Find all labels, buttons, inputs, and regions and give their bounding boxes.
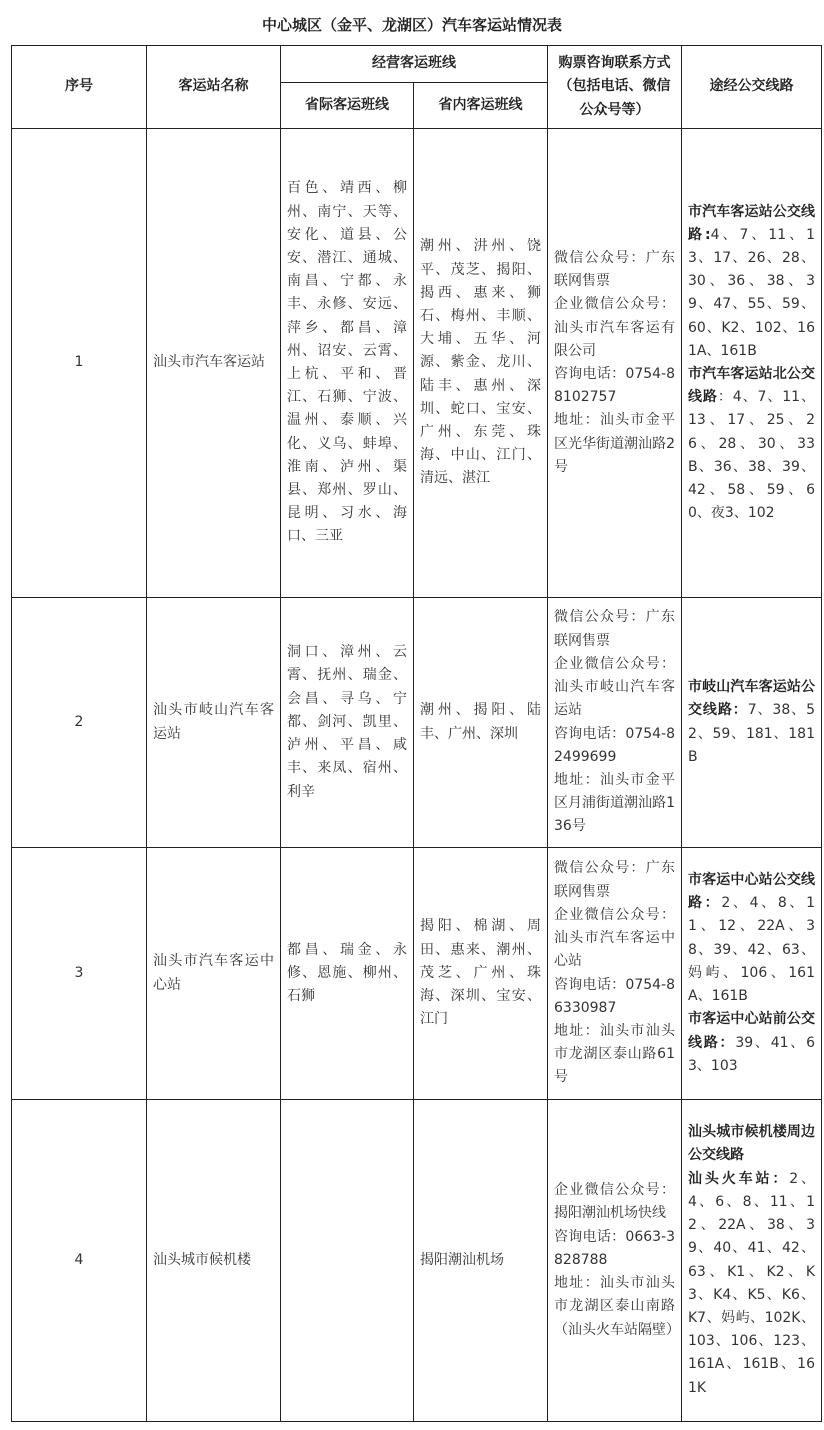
table-row xyxy=(12,1100,822,1422)
interprovincial-cell: 洞口、漳州、云霄、抚州、瑞金、会昌、寻乌、宁都、剑河、凯里、泸州、平昌、咸丰、来凤、宿州、利辛 xyxy=(281,598,414,848)
table-row xyxy=(12,129,822,598)
bus-route-label: 市汽车客运站北公交线路 xyxy=(688,366,815,406)
bus-routes-cell xyxy=(682,848,822,1100)
intraprovincial-cell: 潮州、揭阳、陆丰、广州、深圳 xyxy=(414,598,548,848)
contact-enterprise-wechat: 企业微信公众号：揭阳潮汕机场快线 xyxy=(554,1182,675,1222)
bus-route-list: 4、7、11、13、17、26、28、30、36、38、39、47、55、59、60、K2、102、161A、161B xyxy=(688,226,815,359)
bus-route-label: 市岐山汽车客运站公交线路： xyxy=(688,679,815,719)
bus-route-list: 2、4、8、11、12、22A、38、39、42、63、妈屿、106、161A、161B xyxy=(688,895,815,1005)
interprovincial-cell xyxy=(281,1100,414,1422)
contact-cell xyxy=(548,848,682,1100)
station-name-cell: 汕头市汽车客运中心站 xyxy=(147,848,281,1100)
bus-route-list: 39、41、63、103 xyxy=(688,1034,815,1074)
bus-route-group xyxy=(688,869,815,1008)
page-title: 中心城区（金平、龙湖区）汽车客运站情况表 xyxy=(261,16,562,34)
bus-route-label: 汕头城市候机楼周边公交线路 xyxy=(688,1124,815,1164)
contact-enterprise-wechat: 企业微信公众号：汕头市汽车客运有限公司 xyxy=(554,296,675,359)
contact-phone: 咨询电话：0754-86330987 xyxy=(554,976,675,1016)
header-routes-group: 经营客运班线 xyxy=(281,46,548,83)
seq-cell: 3 xyxy=(12,848,147,1100)
bus-routes-cell xyxy=(682,598,822,848)
bus-routes-cell xyxy=(682,129,822,598)
bus-route-list: 2、4、6、8、11、12、22A、38、39、40、41、42、63、K1、K2、K3、K4、K5、K6、K7、妈屿、102K、103、106、123、161A、161B、161K xyxy=(688,1170,815,1396)
header-intraprovincial: 省内客运班线 xyxy=(414,83,548,129)
bus-routes-cell xyxy=(682,1100,822,1422)
table-row xyxy=(12,848,822,1100)
header-interprovincial: 省际客运班线 xyxy=(281,83,414,129)
stations-table xyxy=(11,45,822,1422)
intraprovincial-cell: 潮州、汫州、饶平、茂芝、揭阳、揭西、惠来、狮石、梅州、丰顺、大埔、五华、河源、紫金、龙川、陆丰、惠州、深圳、蛇口、宝安、广州、东莞、珠海、中山、江门、清远、湛江 xyxy=(414,129,548,598)
contact-enterprise-wechat: 企业微信公众号：汕头市岐山汽车客运站 xyxy=(554,655,675,719)
seq-cell: 2 xyxy=(12,598,147,848)
bus-route-group xyxy=(688,363,815,525)
contact-wechat: 微信公众号：广东联网售票 xyxy=(554,860,675,900)
bus-route-list: 7、38、52、59、181、181B xyxy=(688,702,815,765)
bus-route-group xyxy=(688,1008,815,1078)
header-contact: 购票咨询联系方式（包括电话、微信公众号等） xyxy=(548,46,682,129)
bus-route-label: 市客运中心站公交线路： xyxy=(688,872,815,912)
station-name-cell: 汕头市岐山汽车客运站 xyxy=(147,598,281,848)
contact-cell xyxy=(548,598,682,848)
contact-address: 地址：汕头市汕头市龙湖区泰山南路（汕头火车站隔壁） xyxy=(554,1275,680,1338)
contact-cell xyxy=(548,1100,682,1422)
contact-phone: 咨询电话：0663-3828788 xyxy=(554,1228,675,1268)
contact-phone: 咨询电话：0754-82499699 xyxy=(554,725,675,765)
contact-wechat: 微信公众号：广东联网售票 xyxy=(554,609,675,649)
contact-wechat: 微信公众号：广东联网售票 xyxy=(554,249,675,290)
bus-route-label: 市客运中心站前公交线路： xyxy=(688,1011,815,1051)
bus-route-group xyxy=(688,1168,815,1400)
bus-route-list: ：4、7、11、13、17、25、26、28、30、33B、36、38、39、42、58、59、60、夜3、102 xyxy=(688,389,815,522)
intraprovincial-cell: 揭阳、棉湖、周田、惠来、潮州、茂芝、广州、珠海、深圳、宝安、江门 xyxy=(414,848,548,1100)
bus-route-label: 市汽车客运站公交线路: xyxy=(688,203,815,243)
bus-route-group xyxy=(688,201,815,363)
station-name-cell: 汕头市汽车客运站 xyxy=(147,129,281,598)
contact-enterprise-wechat: 企业微信公众号：汕头市汽车客运中心站 xyxy=(554,906,675,970)
station-name-cell: 汕头城市候机楼 xyxy=(147,1100,281,1422)
contact-address: 地址：汕头市金平区光华街道潮汕路2号 xyxy=(554,412,675,475)
bus-route-label: 汕头火车站： xyxy=(688,1170,790,1187)
interprovincial-cell: 都昌、瑞金、永修、恩施、柳州、石狮 xyxy=(281,848,414,1100)
header-seq: 序号 xyxy=(12,46,147,129)
seq-cell: 1 xyxy=(12,129,147,598)
intraprovincial-cell: 揭阳潮汕机场 xyxy=(414,1100,548,1422)
header-station-name: 客运站名称 xyxy=(147,46,281,129)
table-row xyxy=(12,598,822,848)
contact-address: 地址：汕头市汕头市龙湖区泰山路61号 xyxy=(554,1022,675,1086)
contact-phone: 咨询电话：0754-88102757 xyxy=(554,366,675,406)
bus-route-group xyxy=(688,1121,815,1167)
seq-cell: 4 xyxy=(12,1100,147,1422)
header-bus-routes: 途经公交线路 xyxy=(682,46,822,129)
contact-cell xyxy=(548,129,682,598)
interprovincial-cell: 百色、靖西、柳州、南宁、天等、安化、道县、公安、潜江、通城、南昌、宁都、永丰、永修、安远、萍乡、都昌、漳州、诏安、云霄、上杭、平和、晋江、石狮、宁波、温州、泰顺、兴化、义乌、蚌埠、淮南、泸州、渠县、郑州、罗山、昆明、习水、海口、三亚 xyxy=(281,129,414,598)
bus-route-group xyxy=(688,676,815,769)
contact-address: 地址：汕头市金平区月浦街道潮汕路136号 xyxy=(554,771,675,835)
